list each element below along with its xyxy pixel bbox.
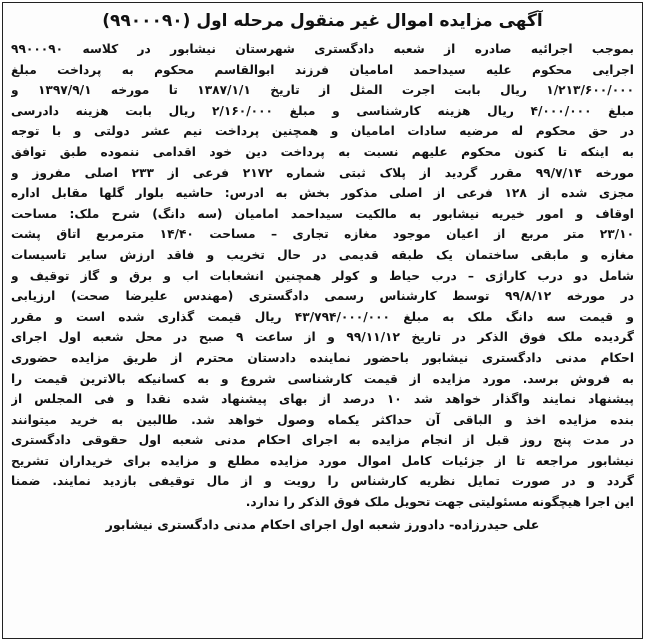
notice-line: در مورخه ۹۹/۸/۱۲ توسط کارشناس رسمی دادگستری (مهندس علیرضا صحت) ارزیابی <box>11 289 634 304</box>
notice-line: مبلغ ۴/۰۰۰/۰۰۰ ریال هزینه کارشناسی و مبلغ ۲/۱۶۰/۰۰۰ ریال بابت هزینه دادرسی <box>11 103 634 118</box>
notice-line: و قیمت سه دانگ ملک به مبلغ ۴۳/۷۹۴/۰۰۰/۰۰۰ ریال قیمت گذاری شده است و مقرر <box>11 309 634 324</box>
notice-line: اجرایی محکوم علیه سیداحمد امامیان فرزند ابوالقاسم محکوم به پرداخت مبلغ <box>11 62 634 77</box>
notice-line: بموجب اجرائیه صادره از شعبه دادگستری شهرستان نیشابور در کلاسه ۹۹۰۰۰۹۰ <box>11 42 634 56</box>
notice-line: پیشنهاد نمایند واگذار خواهد شد ۱۰ درصد از بهای پیشنهاد شده نقدا و فی المجلس از <box>11 392 634 407</box>
notice-line: گردد و در صورت تمایل نظریه کارشناس را رویت و از مال توقیفی بازدید نمایند. ضمنا <box>11 474 634 489</box>
notice-line: ۱/۲۱۳/۶۰۰/۰۰۰ ریال بابت اجرت المثل از تاریخ ۱۳۸۷/۱/۱ تا مورخه ۱۳۹۷/۹/۱ و <box>11 83 634 98</box>
notice-line: این اجرا هیچگونه مسئولیتی جهت تحویل ملک فوق الذکر را ندارد. <box>245 495 634 510</box>
notice-line: اوقاف و امور خیریه نیشابور به مالکیت سیداحمد امامیان (سه دانگ) شرح ملک: مساحت <box>11 206 634 221</box>
notice-line: به اینکه تا کنون محکوم علیهم نسبت به پرداخت دین خود اقدامی ننموده طبق توافق <box>11 144 634 159</box>
notice-line: در حق محکوم له مرضیه سادات امامیان و همچنین پرداخت نیم عشر دولتی و با توجه <box>11 124 634 139</box>
notice-line: به فروش برسد. مورد مزایده از قیمت کارشناسی شروع و به کسانیکه بالاترین قیمت را <box>11 371 634 386</box>
notice-line: احکام مدنی دادگستری نیشابور باحضور نماینده دادستان محترم از طریق مزایده حضوری <box>11 350 634 365</box>
notice-body <box>11 39 634 513</box>
notice-line: ۲۳/۱۰ متر مربع از اعیان موجود مغازه تجاری – مساحت ۱۴/۴۰ مترمربع اتاق پشت <box>11 227 634 242</box>
notice-line: در مدت پنج روز قبل از انجام مزایده به اجرای احکام مدنی شعبه اول حقوقی دادگستری <box>11 433 634 448</box>
notice-line: گردیده ملک فوق الذکر در تاریخ ۹۹/۱۱/۱۲ و از ساعت ۹ صبح در محل شعبه اول اجرای <box>11 330 634 345</box>
notice-line: نیشابور مراجعه تا از جزئیات کامل اموال مورد مزایده مطلع و مزایده برای خریداران تشریح <box>11 453 634 468</box>
notice-signature: علی حیدرزاده- دادورز شعبه اول اجرای احکام مدنی دادگستری نیشابور <box>105 516 540 532</box>
notice-line: مجزی شده از ۱۲۸ فرعی از اصلی مذکور بخش به ادرس: حاشیه بلوار گلها مقابل اداره <box>11 186 634 201</box>
auction-notice <box>2 2 643 639</box>
notice-line: بنده مزایده اخذ و الباقی آن حداکثر یکماه وصول خواهد شد. طالبین به خرید میتوانند <box>11 412 634 427</box>
notice-title: آگهی مزایده اموال غیر منقول مرحله اول (۹۹۰۰۰۹۰) <box>102 11 543 31</box>
notice-line: مورخه ۹۹/۷/۱۴ مقرر گردید از پلاک ثبتی شماره ۲۱۷۲ فرعی از ۲۳۳ اصلی مفروز و <box>11 165 634 180</box>
notice-line: مغازه و مابقی ساختمان یک طبقه قدیمی در حال تخریب و فاقد ارزش سایر تاسیسات <box>11 247 634 262</box>
notice-line: شامل دو درب کاراژی – درب حیاط و کولر همچنین انشعابات اب و برق و گاز توقیف و <box>11 268 634 283</box>
